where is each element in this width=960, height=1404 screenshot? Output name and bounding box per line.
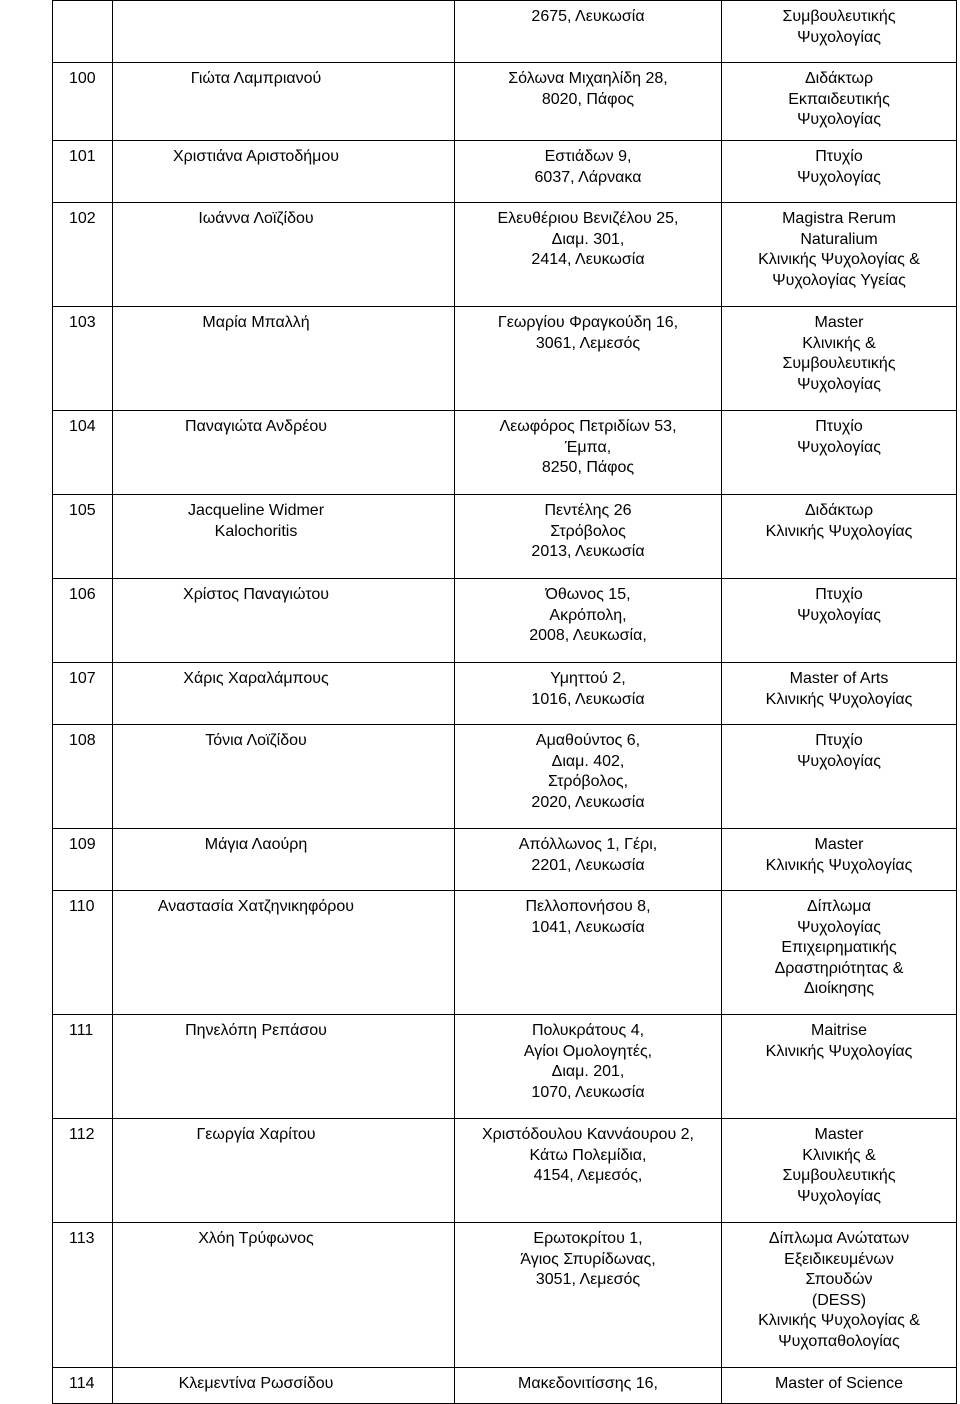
psychologist-registry-table xyxy=(52,0,957,1404)
psychologist-name: Χρίστος Παναγιώτου xyxy=(183,586,329,603)
address-cell xyxy=(455,203,722,307)
psychologist-name-cell xyxy=(113,307,455,411)
qualification-line: Κλινικής Ψυχολογίας xyxy=(765,690,913,708)
address-line: 3061, Λεμεσός xyxy=(535,334,641,352)
psychologist-name: Μάγια Λαούρη xyxy=(204,836,308,853)
psychologist-name: Αναστασία Χατζηνικηφόρου xyxy=(157,898,355,915)
registry-number-cell xyxy=(53,307,113,411)
registry-number: 100 xyxy=(69,70,96,87)
address-cell xyxy=(455,829,722,891)
table-row xyxy=(53,1223,957,1368)
address-line: Κάτω Πολεμίδια, xyxy=(529,1146,647,1164)
address-line: Στρόβολος xyxy=(550,522,626,540)
address-line: Ελευθέριου Βενιζέλου 25, xyxy=(497,210,679,227)
qualification-line: Δίπλωμα Ανώτατων xyxy=(768,1230,910,1247)
qualification-line: Ψυχολογίας xyxy=(797,375,881,393)
table-row xyxy=(53,725,957,829)
psychologist-name-cell xyxy=(113,891,455,1015)
address-cell xyxy=(455,307,722,411)
registry-number-cell xyxy=(53,725,113,829)
registry-body xyxy=(53,1,957,1404)
table-row xyxy=(53,1,957,63)
address-line: 6037, Λάρνακα xyxy=(534,168,642,186)
address-cell xyxy=(455,725,722,829)
address-line: 2020, Λευκωσία xyxy=(531,793,645,811)
address-line: Λεωφόρος Πετριδίων 53, xyxy=(499,418,677,435)
address-line: 1016, Λευκωσία xyxy=(531,690,645,708)
address-line: Διαμ. 402, xyxy=(551,752,625,770)
qualification-cell xyxy=(722,411,957,495)
psychologist-name: Πηνελόπη Ρεπάσου xyxy=(185,1022,327,1039)
address-line: Ακρόπολη, xyxy=(549,606,627,624)
address-cell xyxy=(455,1,722,63)
qualification-line: Συμβουλευτικής xyxy=(782,355,896,372)
qualification-line: Ψυχολογίας xyxy=(797,1187,881,1205)
registry-number-cell xyxy=(53,495,113,579)
address-line: Διαμ. 201, xyxy=(551,1063,625,1080)
registry-number-cell xyxy=(53,891,113,1015)
qualification-cell xyxy=(722,1223,957,1368)
psychologist-name: Γεωργία Χαρίτου xyxy=(196,1126,316,1143)
registry-number-cell xyxy=(53,1015,113,1119)
psychologist-name-cell xyxy=(113,1,455,63)
registry-number-cell xyxy=(53,141,113,203)
qualification-line: Master xyxy=(814,1126,864,1143)
qualification-line: Κλινικής & xyxy=(802,1146,876,1164)
qualification-line: Πτυχίο xyxy=(815,732,863,749)
address-line: 2675, Λευκωσία xyxy=(531,8,645,25)
address-line: 1041, Λευκωσία xyxy=(531,918,645,936)
table-row xyxy=(53,411,957,495)
registry-number: 109 xyxy=(69,836,96,853)
address-line: Αμαθούντος 6, xyxy=(535,732,641,749)
registry-number: 112 xyxy=(69,1126,95,1143)
qualification-line: Διδάκτωρ xyxy=(804,502,874,519)
address-cell xyxy=(455,141,722,203)
psychologist-name: Ιωάννα Λοϊζίδου xyxy=(198,210,314,227)
qualification-line: Κλινικής Ψυχολογίας xyxy=(765,522,913,540)
qualification-line: Σπουδών xyxy=(805,1271,873,1288)
registry-number: 106 xyxy=(69,586,96,603)
psychologist-name: Χριστιάνα Αριστοδήμου xyxy=(172,148,339,165)
qualification-line: Επιχειρηματικής xyxy=(781,939,897,956)
qualification-line: Ψυχολογίας Υγείας xyxy=(772,271,906,289)
table-row xyxy=(53,663,957,725)
address-line: Έμπα, xyxy=(564,438,612,456)
qualification-cell xyxy=(722,829,957,891)
qualification-cell xyxy=(722,63,957,141)
registry-number: 101 xyxy=(69,148,96,165)
qualification-line: Ψυχολογίας xyxy=(797,438,881,456)
address-cell xyxy=(455,663,722,725)
qualification-cell xyxy=(722,141,957,203)
address-cell xyxy=(455,1015,722,1119)
address-line: Σόλωνα Μιχαηλίδη 28, xyxy=(508,70,668,87)
address-line: Όθωνος 15, xyxy=(545,586,631,603)
qualification-line: Πτυχίο xyxy=(815,418,863,435)
psychologist-name-cell xyxy=(113,1015,455,1119)
address-line: Αγίοι Ομολογητές, xyxy=(523,1042,653,1060)
qualification-line: Διοίκησης xyxy=(803,980,875,997)
table-row xyxy=(53,307,957,411)
address-line: 1070, Λευκωσία xyxy=(531,1083,645,1101)
registry-number: 113 xyxy=(69,1230,95,1247)
registry-number-cell xyxy=(53,1119,113,1223)
psychologist-name: Παναγιώτα Ανδρέου xyxy=(185,418,327,435)
table-row xyxy=(53,141,957,203)
psychologist-name-cell xyxy=(113,829,455,891)
psychologist-name: Κλεμεντίνα Ρωσσίδου xyxy=(178,1375,334,1392)
psychologist-name-cell xyxy=(113,579,455,663)
psychologist-name: Μαρία Μπαλλή xyxy=(202,314,310,331)
qualification-line: Master of Science xyxy=(774,1375,904,1392)
qualification-line: Ψυχολογίας xyxy=(797,606,881,624)
address-line: Πελλοπονήσου 8, xyxy=(525,898,651,915)
address-cell xyxy=(455,63,722,141)
registry-number-cell xyxy=(53,1223,113,1368)
qualification-cell xyxy=(722,203,957,307)
qualification-line: Magistra Rerum xyxy=(782,210,896,227)
psychologist-name: Γιώτα Λαμπριανού xyxy=(190,70,322,87)
psychologist-name-cell xyxy=(113,141,455,203)
address-line: Ερωτοκρίτου 1, xyxy=(533,1230,643,1247)
table-row xyxy=(53,495,957,579)
qualification-line: Κλινικής Ψυχολογίας xyxy=(765,856,913,874)
qualification-line: Ψυχολογίας xyxy=(797,111,881,128)
qualification-line: Ψυχολογίας xyxy=(797,752,881,770)
qualification-cell xyxy=(722,725,957,829)
address-cell xyxy=(455,1223,722,1368)
registry-number: 105 xyxy=(69,502,96,519)
qualification-line: Master of Arts xyxy=(789,670,889,687)
address-line: 8250, Πάφος xyxy=(541,459,635,476)
qualification-cell xyxy=(722,579,957,663)
address-line: Εστιάδων 9, xyxy=(544,148,632,165)
address-line: 4154, Λεμεσός, xyxy=(533,1167,643,1184)
psychologist-name-cell xyxy=(113,725,455,829)
address-line: Γεωργίου Φραγκούδη 16, xyxy=(497,314,679,331)
address-line: Πολυκράτους 4, xyxy=(531,1022,645,1039)
psychologist-name-cell xyxy=(113,203,455,307)
address-line: Χριστόδουλου Καννάουρου 2, xyxy=(482,1126,694,1143)
qualification-line: Κλινικής Ψυχολογίας xyxy=(765,1042,913,1060)
address-cell xyxy=(455,495,722,579)
qualification-line: Ψυχολογίας xyxy=(797,28,881,46)
qualification-line: Εκπαιδευτικής xyxy=(788,90,890,108)
table-row xyxy=(53,579,957,663)
registry-number: 107 xyxy=(69,670,96,687)
qualification-cell xyxy=(722,1119,957,1223)
address-line: Υμηττού 2, xyxy=(550,670,626,687)
registry-number: 103 xyxy=(69,314,96,331)
qualification-cell xyxy=(722,1015,957,1119)
registry-number-cell xyxy=(53,829,113,891)
qualification-line: Master xyxy=(814,836,864,853)
qualification-line: Πτυχίο xyxy=(815,148,863,165)
address-cell xyxy=(455,1119,722,1223)
psychologist-name: Jacqueline Widmer xyxy=(187,502,325,519)
registry-number-cell xyxy=(53,411,113,495)
address-line: Πεντέλης 26 xyxy=(544,502,632,519)
address-line: Απόλλωνος 1, Γέρι, xyxy=(518,836,658,853)
address-cell xyxy=(455,411,722,495)
qualification-line: Διδάκτωρ xyxy=(804,70,874,87)
qualification-line: Συμβουλευτικής xyxy=(782,1167,896,1184)
address-line: 2201, Λευκωσία xyxy=(531,856,645,874)
psychologist-name-cell xyxy=(113,495,455,579)
qualification-cell xyxy=(722,663,957,725)
registry-number: 108 xyxy=(69,732,96,749)
table-row xyxy=(53,891,957,1015)
qualification-line: Naturalium xyxy=(800,230,878,248)
qualification-line: Ψυχολογίας xyxy=(797,168,881,186)
qualification-line: Maitrise xyxy=(810,1022,867,1039)
psychologist-name: Τόνια Λοϊζίδου xyxy=(205,732,307,749)
registry-number: 111 xyxy=(69,1022,94,1039)
qualification-line: (DESS) xyxy=(811,1291,867,1309)
psychologist-name-cell xyxy=(113,63,455,141)
psychologist-name-cell xyxy=(113,1119,455,1223)
address-line: Διαμ. 301, xyxy=(551,230,625,248)
address-line: 2008, Λευκωσία, xyxy=(529,627,647,644)
qualification-cell xyxy=(722,1,957,63)
address-line: 2013, Λευκωσία xyxy=(531,543,645,560)
qualification-line: Κλινικής & xyxy=(802,334,876,352)
registry-number-cell xyxy=(53,1,113,63)
qualification-line: Δραστηριότητας & xyxy=(774,959,904,977)
qualification-line: Πτυχίο xyxy=(815,586,863,603)
qualification-line: Δίπλωμα xyxy=(807,898,871,915)
qualification-line: Συμβουλευτικής xyxy=(782,8,896,25)
table-row xyxy=(53,1015,957,1119)
address-cell xyxy=(455,579,722,663)
registry-number: 110 xyxy=(69,898,95,915)
qualification-line: Ψυχοπαθολογίας xyxy=(778,1332,900,1350)
qualification-line: Εξειδικευμένων xyxy=(784,1250,894,1268)
qualification-line: Κλινικής Ψυχολογίας & xyxy=(758,251,920,268)
qualification-line: Ψυχολογίας xyxy=(797,918,881,936)
address-line: 3051, Λεμεσός xyxy=(535,1271,641,1288)
psychologist-name-cell xyxy=(113,663,455,725)
psychologist-name-cell xyxy=(113,411,455,495)
registry-number: 102 xyxy=(69,210,96,227)
table-row xyxy=(53,1119,957,1223)
registry-number-cell xyxy=(53,663,113,725)
psychologist-name: Χλόη Τρύφωνος xyxy=(198,1230,314,1247)
address-cell xyxy=(455,891,722,1015)
table-row xyxy=(53,203,957,307)
qualification-cell xyxy=(722,891,957,1015)
registry-number-cell xyxy=(53,579,113,663)
registry-number: 104 xyxy=(69,418,96,435)
address-line: Άγιος Σπυρίδωνας, xyxy=(520,1250,656,1268)
registry-number-cell xyxy=(53,63,113,141)
psychologist-name: Kalochoritis xyxy=(214,522,298,540)
address-line: Στρόβολος, xyxy=(547,773,629,790)
table-row xyxy=(53,63,957,141)
psychologist-name: Χάρις Χαραλάμπους xyxy=(183,670,329,687)
table-row xyxy=(53,829,957,891)
registry-number-cell xyxy=(53,203,113,307)
registry-number: 114 xyxy=(69,1375,95,1392)
address-line: Μακεδονιτίσσης 16, xyxy=(518,1375,658,1392)
qualification-line: Master xyxy=(814,314,864,331)
address-line: 8020, Πάφος xyxy=(541,90,635,108)
qualification-cell xyxy=(722,495,957,579)
qualification-cell xyxy=(722,307,957,411)
address-line: 2414, Λευκωσία xyxy=(531,251,645,268)
psychologist-name-cell xyxy=(113,1223,455,1368)
qualification-line: Κλινικής Ψυχολογίας & xyxy=(758,1312,920,1329)
